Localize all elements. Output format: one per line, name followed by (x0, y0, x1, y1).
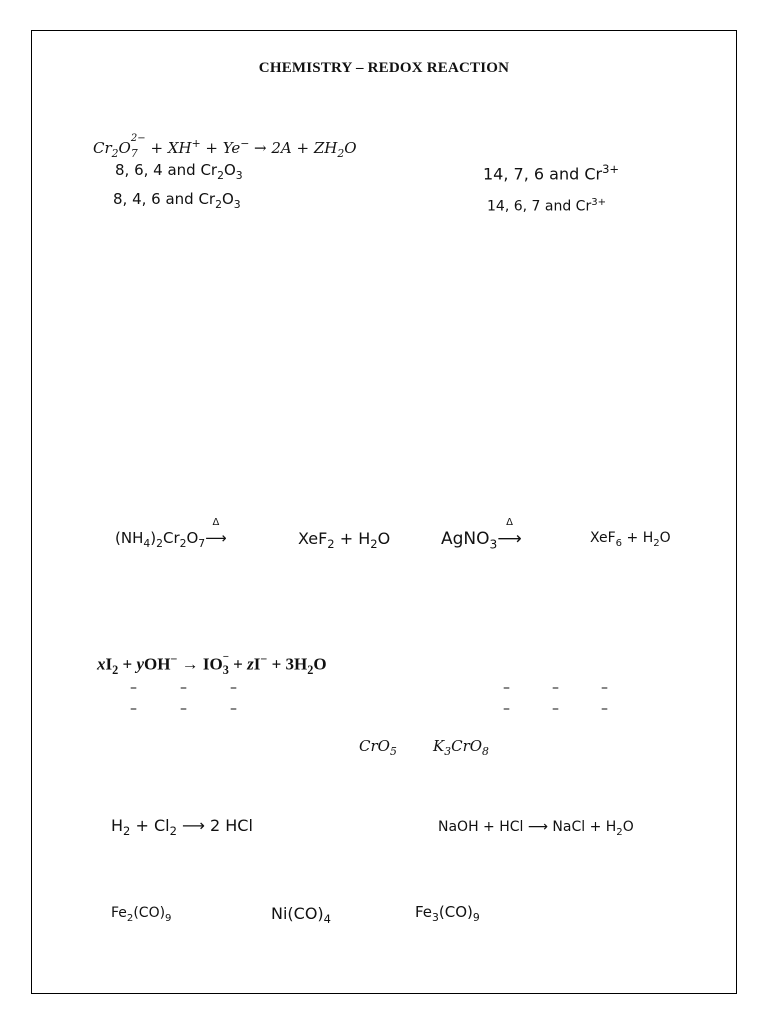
blank-dash: – (601, 680, 608, 696)
option-d: 14, 6, 7 and $Cr^{3+}$ (487, 197, 607, 215)
blank-dash: – (180, 701, 187, 717)
blank-dash: – (130, 701, 137, 717)
ammonium-dichromate-reaction: $(NH_4)_2Cr_2O_7$ Δ ⟶ (115, 517, 227, 550)
blank-dash: – (552, 680, 559, 696)
option-b: 8, 4, 6 and $Cr_2O_3$ (113, 190, 241, 211)
blank-dash: – (503, 701, 510, 717)
delta-symbol: Δ (212, 517, 220, 528)
hydrogen-chlorine-reaction: $H_2 + Cl_2$ ⟶ 2 HCl (111, 816, 253, 839)
page-title: CHEMISTRY – REDOX REACTION (258, 60, 510, 76)
option-c: 14, 7, 6 and $Cr^{3+}$ (483, 162, 620, 184)
option-a: 8, 6, 4 and $Cr_2O_3$ (115, 161, 243, 182)
compound-fe3co9: $Fe_3(CO)_9$ (415, 903, 480, 924)
neutralization-reaction: NaOH + HCl ⟶ NaCl + $H_2O$ (438, 819, 634, 838)
xef2-hydrolysis: $XeF_2 + H_2O$ (298, 529, 391, 552)
compound-fe2co9: $Fe_2(CO)_9$ (111, 905, 172, 924)
blank-dash: – (180, 680, 187, 696)
silver-nitrate-reaction: AgNO$_3$ Δ ⟶ (441, 517, 522, 552)
dichromate-equation: $Cr_2O$ $_{2- 7} + XH^+ + Ye^- \to 2A + ZH_2O$ (93, 133, 357, 160)
compound-nico4: $Ni(CO)_4$ (271, 904, 331, 927)
xef6-hydrolysis: $XeF_6 + H_2O$ (590, 530, 671, 549)
blank-dash: – (552, 701, 559, 717)
blank-dash: – (230, 701, 237, 717)
iodine-disproportionation-equation: $xI_2 + yOH^-$ → IO $_{- 3} + zI^- + 3H_2O$ (97, 651, 327, 678)
compound-k3cro8: $K_3CrO_8$ (433, 737, 489, 758)
blank-dash: – (230, 680, 237, 696)
blank-dash: – (601, 701, 608, 717)
blank-dash: – (503, 680, 510, 696)
delta-symbol: Δ (506, 517, 513, 528)
blank-dash: – (130, 680, 137, 696)
compound-cro5: CrO$_5$ (359, 737, 397, 758)
